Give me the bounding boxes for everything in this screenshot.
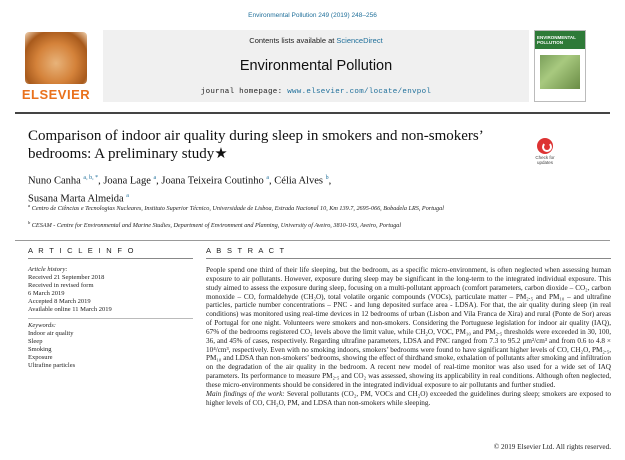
article-history-line: 6 March 2019 (28, 290, 65, 297)
contents-prefix: Contents lists available at (249, 36, 337, 45)
journal-cover-thumbnail[interactable] (534, 30, 586, 102)
elsevier-logo[interactable] (15, 30, 97, 102)
article-history-line: Received 21 September 2018 (28, 274, 105, 281)
author-affiliation-marker[interactable]: a (266, 175, 270, 181)
author-name[interactable]: Susana Marta Almeida (28, 193, 124, 204)
keywords-label: Keywords: (28, 322, 56, 329)
check-updates-label: Check for updates (535, 155, 555, 165)
main-findings (206, 390, 611, 408)
affiliation-text: CESAM - Centre for Environmental and Marine Studies, Department of Environment and Planning, University of Aveiro, 3810-193, Aveiro, Portugal (31, 222, 402, 230)
affiliation-text: Centro de Ciências e Tecnologias Nucleares, Instituto Superior Técnico, Universidade de Lisboa, Estrada Nacional 10, Km 139.7, 2695-066, Bobadela LRS, Portugal (31, 205, 444, 213)
journal-homepage-line (103, 88, 529, 96)
author-affiliation-marker[interactable]: b (325, 175, 329, 181)
affiliation-marker: a (28, 203, 31, 208)
elsevier-tree-icon (25, 32, 87, 84)
article-history-line: Received in revised form (28, 282, 94, 289)
homepage-prefix: journal homepage: (200, 88, 288, 96)
author-name[interactable]: Célia Alves (274, 175, 323, 187)
article-history-line: Available online 11 March 2019 (28, 306, 112, 313)
author-list: Nuno Canha $^{a, b, *}$, Joana Lage $^a$, Joana Teixeira Coutinho $^a$, Célia Alves $^b$, Susana Marta Almeida $^a$ (28, 175, 332, 204)
keywords (28, 322, 193, 370)
abstract-heading: A B S T R A C T (206, 246, 286, 255)
keyword-item[interactable]: Smoking (28, 346, 52, 353)
author-affiliation-marker[interactable]: a (153, 175, 157, 181)
elsevier-wordmark: ELSEVIER (21, 87, 91, 102)
keyword-item[interactable]: Exposure (28, 354, 53, 361)
article-history-line: Accepted 8 March 2019 (28, 298, 91, 305)
masthead-divider (15, 112, 610, 114)
journal-header-box (103, 30, 529, 102)
copyright-notice: © 2019 Elsevier Ltd. All rights reserved. (493, 443, 611, 451)
article-history-label: Article history: (28, 266, 68, 273)
abstract-body (206, 266, 611, 408)
article-history (28, 266, 193, 314)
author-name[interactable]: Joana Lage (103, 175, 151, 187)
keywords-rule (28, 318, 193, 319)
cover-image (540, 55, 580, 89)
check-for-updates-button[interactable] (530, 138, 560, 168)
journal-homepage-link[interactable]: www.elsevier.com/locate/envpol (287, 88, 432, 96)
header-divider (15, 240, 610, 241)
cover-title: ENVIRONMENTAL POLLUTION (537, 35, 576, 45)
abstract-rule (206, 258, 611, 259)
main-findings-text: Several pollutants (CO₂, PM, VOCs and CH₂O) exceeded the guidelines during sleep; smokers are exposed to higher levels of CO, CH₂O, PM, and LDSA than non-smokers while sleeping. (206, 389, 611, 407)
journal-name[interactable]: Environmental Pollution (239, 58, 393, 74)
author-name[interactable]: Joana Teixeira Coutinho (161, 175, 264, 187)
check-updates-icon (537, 138, 553, 154)
article-title: Comparison of indoor air quality during sleep in smokers and non-smokers’ bedrooms: A preliminary study★ (28, 128, 483, 162)
author-affiliation-marker[interactable]: a, b, * (83, 175, 99, 181)
keyword-item[interactable]: Indoor air quality (28, 330, 74, 337)
author-affiliation-marker[interactable]: a (126, 192, 129, 199)
author-name[interactable]: Nuno Canha (28, 175, 81, 187)
affiliation (28, 202, 588, 213)
contents-available-line (103, 36, 529, 45)
article-info-rule (28, 258, 193, 259)
abstract-paragraph: People spend one third of their life sleeping, but the bedroom, as a specific micro-environment, is often neglected when assessing human exposure to air pollutants. However, exposure during sleep may be significant in the long-term to the integrated individual exposure. This study aimed to assess the exposure during sleep, focusing on a multi-pollutant approach (comfort parameters, carbon dioxide – CO₂, carbon monoxide – CO, formaldehyde (CH₂O), total volatile organic compounds (VOCs), particulate matter – PM₂.₅ and PM₁₀ – and ultrafine particles, particle number concentrations – PNC - and lung deposited surface area - LDSA). For that, the air quality during sleep (in real conditions) was monitored using real-time devices in 12 bedrooms of urban (Lisbon and Vila Franca de Xira) and rural (Ponte de Sor) areas of Portugal for one night. Volunteers were smokers and non-smokers. Considering the Portuguese legislation for indoor air quality (IAQ), 67% of the bedrooms registered CO₂ levels above the limit value, while CH₂O, VOC, PM₁₀ and PM₂.₅ thresholds were exceeded in 30, 100, 36, and 45% of cases, respectively. Regarding ultrafine parameters, LDSA and PNC ranged from 7.3 to 95.2 μm²/cm³ and from 0.6 to 4.8 × 10⁴/cm³, respectively. Even with no smoking indoors, smokers’ bedrooms were found to have significant higher levels of CO, CH₂O, PM₂.₅, PM₁₀ and LDSA than non-smokers’ bedrooms, showing the effect of thirdhand smoke, exhalation of pollutants after smoking and infiltration on the degradation of the air quality in the bedroom. A recent new model of real-time monitor was also used for a wide set of IAQ parameters. Its performance to measure PM₂.₅ and CO₂ was assessed, showing its applicability in real conditions. Although often neglected, these micro-environments should be considered in the integrated individual exposure to air pollutants and further studied. (206, 266, 611, 389)
keyword-item[interactable]: Ultrafine particles (28, 362, 76, 369)
affiliation-marker: b (28, 220, 31, 225)
keyword-item[interactable]: Sleep (28, 338, 43, 345)
article-info-heading: A R T I C L E I N F O (28, 246, 136, 255)
journal-masthead (15, 30, 610, 110)
affiliation (28, 219, 588, 230)
sciencedirect-link[interactable]: ScienceDirect (336, 36, 383, 45)
journal-citation: Environmental Pollution 249 (2019) 248–256 (248, 12, 377, 19)
main-findings-label: Main findings of the work: (206, 389, 285, 398)
